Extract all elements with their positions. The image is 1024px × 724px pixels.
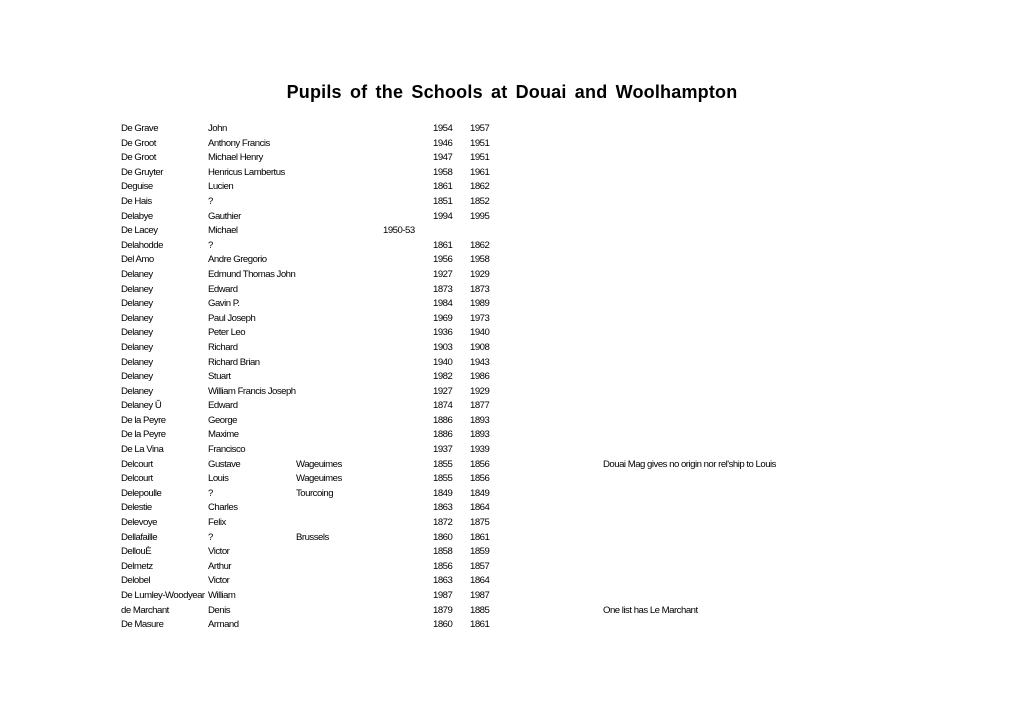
start-year-cell: 1947 (433, 152, 453, 164)
start-year-cell: 1956 (433, 254, 453, 266)
surname-cell: Delaney (121, 327, 153, 339)
surname-cell: De Lumley-Woodyear (121, 590, 205, 601)
start-year-cell: 1874 (433, 400, 453, 412)
table-row (0, 253, 1024, 268)
given-name-cell: George (208, 414, 237, 426)
start-year-cell: 1855 (433, 473, 453, 485)
note-cell: Douai Mag gives no origin nor rel'ship to Louis (603, 458, 776, 470)
start-year-cell: 1851 (433, 195, 453, 207)
end-year-cell: 1951 (470, 152, 490, 164)
surname-cell: De la Peyre (121, 429, 166, 441)
end-year-cell: 1961 (470, 166, 490, 178)
given-name-cell: Arthur (208, 560, 232, 572)
given-name-cell: Francisco (208, 444, 246, 456)
start-year-cell: 1879 (433, 604, 453, 616)
end-year-cell: 1940 (470, 327, 490, 339)
table-row (0, 531, 1024, 546)
start-year-cell: 1927 (433, 385, 453, 397)
surname-cell: Delaney (121, 298, 153, 310)
table-row (0, 399, 1024, 414)
start-year-cell: 1858 (433, 546, 453, 558)
start-year-cell: 1855 (433, 458, 453, 470)
end-year-cell: 1943 (470, 356, 490, 368)
given-name-cell: Charles (208, 502, 238, 514)
end-year-cell: 1995 (470, 210, 490, 222)
table-row (0, 210, 1024, 225)
start-year-cell: 1886 (433, 429, 453, 441)
table-row (0, 224, 1024, 239)
end-year-cell: 1862 (470, 239, 490, 251)
start-year-cell: 1860 (433, 531, 453, 543)
end-year-cell: 1861 (470, 531, 490, 543)
end-year-cell: 1973 (470, 312, 490, 324)
end-year-cell: 1893 (470, 414, 490, 426)
surname-cell: Delcourt (121, 458, 153, 470)
end-year-cell: 1987 (470, 590, 490, 601)
given-name-cell: William (208, 590, 236, 601)
surname-cell: Delaney (121, 371, 153, 383)
pupil-list (0, 122, 1024, 633)
table-row (0, 370, 1024, 385)
end-year-cell: 1862 (470, 181, 490, 193)
given-name-cell: Stuart (208, 371, 231, 383)
table-row (0, 122, 1024, 137)
given-name-cell: Edward (208, 283, 238, 295)
surname-cell: Delaney (121, 268, 153, 280)
table-row (0, 166, 1024, 181)
end-year-cell: 1861 (470, 619, 490, 631)
given-name-cell: Richard Brian (208, 356, 260, 368)
given-name-cell: Gauthier (208, 210, 241, 222)
table-row (0, 297, 1024, 312)
table-row (0, 385, 1024, 400)
surname-cell: Delestie (121, 502, 152, 514)
table-row (0, 501, 1024, 516)
surname-cell: De Grave (121, 123, 159, 134)
page-title: Pupils of the Schools at Douai and Woolhampton (286, 82, 738, 102)
start-year-cell: 1987 (433, 590, 453, 601)
given-name-cell: Anthony Francis (208, 137, 270, 149)
table-row (0, 326, 1024, 341)
table-row (0, 516, 1024, 531)
surname-cell: De Hais (121, 195, 152, 207)
surname-cell: Delaney (121, 283, 153, 295)
start-year-cell: 1863 (433, 575, 453, 587)
end-year-cell: 1885 (470, 604, 490, 616)
end-year-cell: 1859 (470, 546, 490, 558)
end-year-cell: 1957 (470, 123, 490, 134)
surname-cell: Delabye (121, 210, 153, 222)
end-year-cell: 1856 (470, 458, 490, 470)
given-name-cell: Armand (208, 619, 239, 631)
given-name-cell: Edmund Thomas John (208, 268, 296, 280)
surname-cell: Delaney Ŭ (121, 400, 162, 412)
table-row (0, 239, 1024, 254)
table-row (0, 428, 1024, 443)
table-row (0, 560, 1024, 575)
note-cell: One list has Le Marchant (603, 604, 698, 616)
table-row (0, 414, 1024, 429)
table-row (0, 283, 1024, 298)
table-row (0, 151, 1024, 166)
surname-cell: De Groot (121, 137, 156, 149)
table-row (0, 137, 1024, 152)
given-name-cell: Victor (208, 546, 230, 558)
start-year-cell: 1946 (433, 137, 453, 149)
given-name-cell: Andre Gregorio (208, 254, 267, 266)
surname-cell: De la Peyre (121, 414, 166, 426)
given-name-cell: Paul Joseph (208, 312, 256, 324)
start-year-cell: 1861 (433, 181, 453, 193)
surname-cell: Delaney (121, 385, 153, 397)
start-year-cell: 1958 (433, 166, 453, 178)
surname-cell: De La Vina (121, 444, 164, 456)
end-year-cell: 1873 (470, 283, 490, 295)
start-year-cell: 1849 (433, 487, 453, 499)
end-year-cell: 1864 (470, 502, 490, 514)
start-year-cell: 1994 (433, 210, 453, 222)
table-row (0, 443, 1024, 458)
start-year-cell: 1903 (433, 341, 453, 353)
start-year-cell: 1872 (433, 517, 453, 529)
given-name-cell: Richard (208, 341, 238, 353)
end-year-cell: 1929 (470, 385, 490, 397)
table-row (0, 312, 1024, 327)
start-year-cell: 1861 (433, 239, 453, 251)
start-year-cell: 1969 (433, 312, 453, 324)
start-year-cell: 1856 (433, 560, 453, 572)
given-name-cell: Felix (208, 517, 226, 529)
start-year-cell: 1886 (433, 414, 453, 426)
surname-cell: De Lacey (121, 225, 158, 237)
given-name-cell: William Francis Joseph (208, 385, 296, 397)
surname-cell: Delmetz (121, 560, 153, 572)
table-row (0, 589, 1024, 604)
table-row (0, 618, 1024, 633)
given-name-cell: John (208, 123, 227, 134)
table-row (0, 356, 1024, 371)
given-name-cell: Victor (208, 575, 230, 587)
surname-cell: Delepoulle (121, 487, 162, 499)
start-year-cell: 1940 (433, 356, 453, 368)
surname-cell: Delobel (121, 575, 151, 587)
origin-cell: Brussels (296, 531, 329, 543)
table-row (0, 545, 1024, 560)
start-year-cell: 1982 (433, 371, 453, 383)
start-year-cell: 1860 (433, 619, 453, 631)
start-year-cell: 1984 (433, 298, 453, 310)
given-name-cell: ? (208, 487, 213, 499)
surname-cell: De Masure (121, 619, 164, 631)
given-name-cell: Lucien (208, 181, 234, 193)
end-year-cell: 1849 (470, 487, 490, 499)
table-row (0, 195, 1024, 210)
given-name-cell: Gustave (208, 458, 241, 470)
origin-cell: Wageuimes (296, 473, 342, 485)
end-year-cell: 1893 (470, 429, 490, 441)
start-year-cell: 1927 (433, 268, 453, 280)
given-name-cell: Henricus Lambertus (208, 166, 285, 178)
end-year-cell: 1864 (470, 575, 490, 587)
surname-cell: Delaney (121, 341, 153, 353)
end-year-cell: 1857 (470, 560, 490, 572)
given-name-cell: Gavin P. (208, 298, 240, 310)
given-name-cell: ? (208, 531, 213, 543)
start-year-cell: 1863 (433, 502, 453, 514)
end-year-cell: 1877 (470, 400, 490, 412)
surname-cell: Deguise (121, 181, 153, 193)
start-year-cell: 1954 (433, 123, 453, 134)
start-year-cell: 1936 (433, 327, 453, 339)
surname-cell: de Marchant (121, 604, 169, 616)
surname-cell: De Gruyter (121, 166, 163, 178)
end-year-cell: 1958 (470, 254, 490, 266)
table-row (0, 180, 1024, 195)
surname-cell: De Groot (121, 152, 156, 164)
surname-cell: Delahodde (121, 239, 163, 251)
surname-cell: Del Amo (121, 254, 154, 266)
end-year-cell: 1856 (470, 473, 490, 485)
start-year-cell: 1937 (433, 444, 453, 456)
given-name-cell: Maxime (208, 429, 239, 441)
end-year-cell: 1939 (470, 444, 490, 456)
end-year-cell: 1989 (470, 298, 490, 310)
table-row (0, 458, 1024, 473)
surname-cell: Delcourt (121, 473, 153, 485)
given-name-cell: ? (208, 239, 213, 251)
end-year-cell: 1852 (470, 195, 490, 207)
surname-cell: Delaney (121, 312, 153, 324)
end-year-cell: 1986 (470, 371, 490, 383)
table-row (0, 604, 1024, 619)
given-name-cell: Edward (208, 400, 238, 412)
table-row (0, 341, 1024, 356)
given-name-cell: Denis (208, 604, 231, 616)
given-name-cell: Louis (208, 473, 229, 485)
given-name-cell: Michael Henry (208, 152, 263, 164)
table-row (0, 472, 1024, 487)
given-name-cell: ? (208, 195, 213, 207)
given-name-cell: Michael (208, 225, 238, 237)
table-row (0, 574, 1024, 589)
end-year-cell: 1875 (470, 517, 490, 529)
end-year-cell: 1929 (470, 268, 490, 280)
table-row (0, 487, 1024, 502)
surname-cell: Dellafaille (121, 531, 158, 543)
surname-cell: Delevoye (121, 517, 157, 529)
end-year-cell: 1908 (470, 341, 490, 353)
year-range-cell: 1950-53 (383, 225, 415, 237)
origin-cell: Wageuimes (296, 458, 342, 470)
end-year-cell: 1951 (470, 137, 490, 149)
origin-cell: Tourcoing (296, 487, 334, 499)
given-name-cell: Peter Leo (208, 327, 246, 339)
start-year-cell: 1873 (433, 283, 453, 295)
table-row (0, 268, 1024, 283)
surname-cell: DellouÈ (121, 546, 152, 558)
surname-cell: Delaney (121, 356, 153, 368)
